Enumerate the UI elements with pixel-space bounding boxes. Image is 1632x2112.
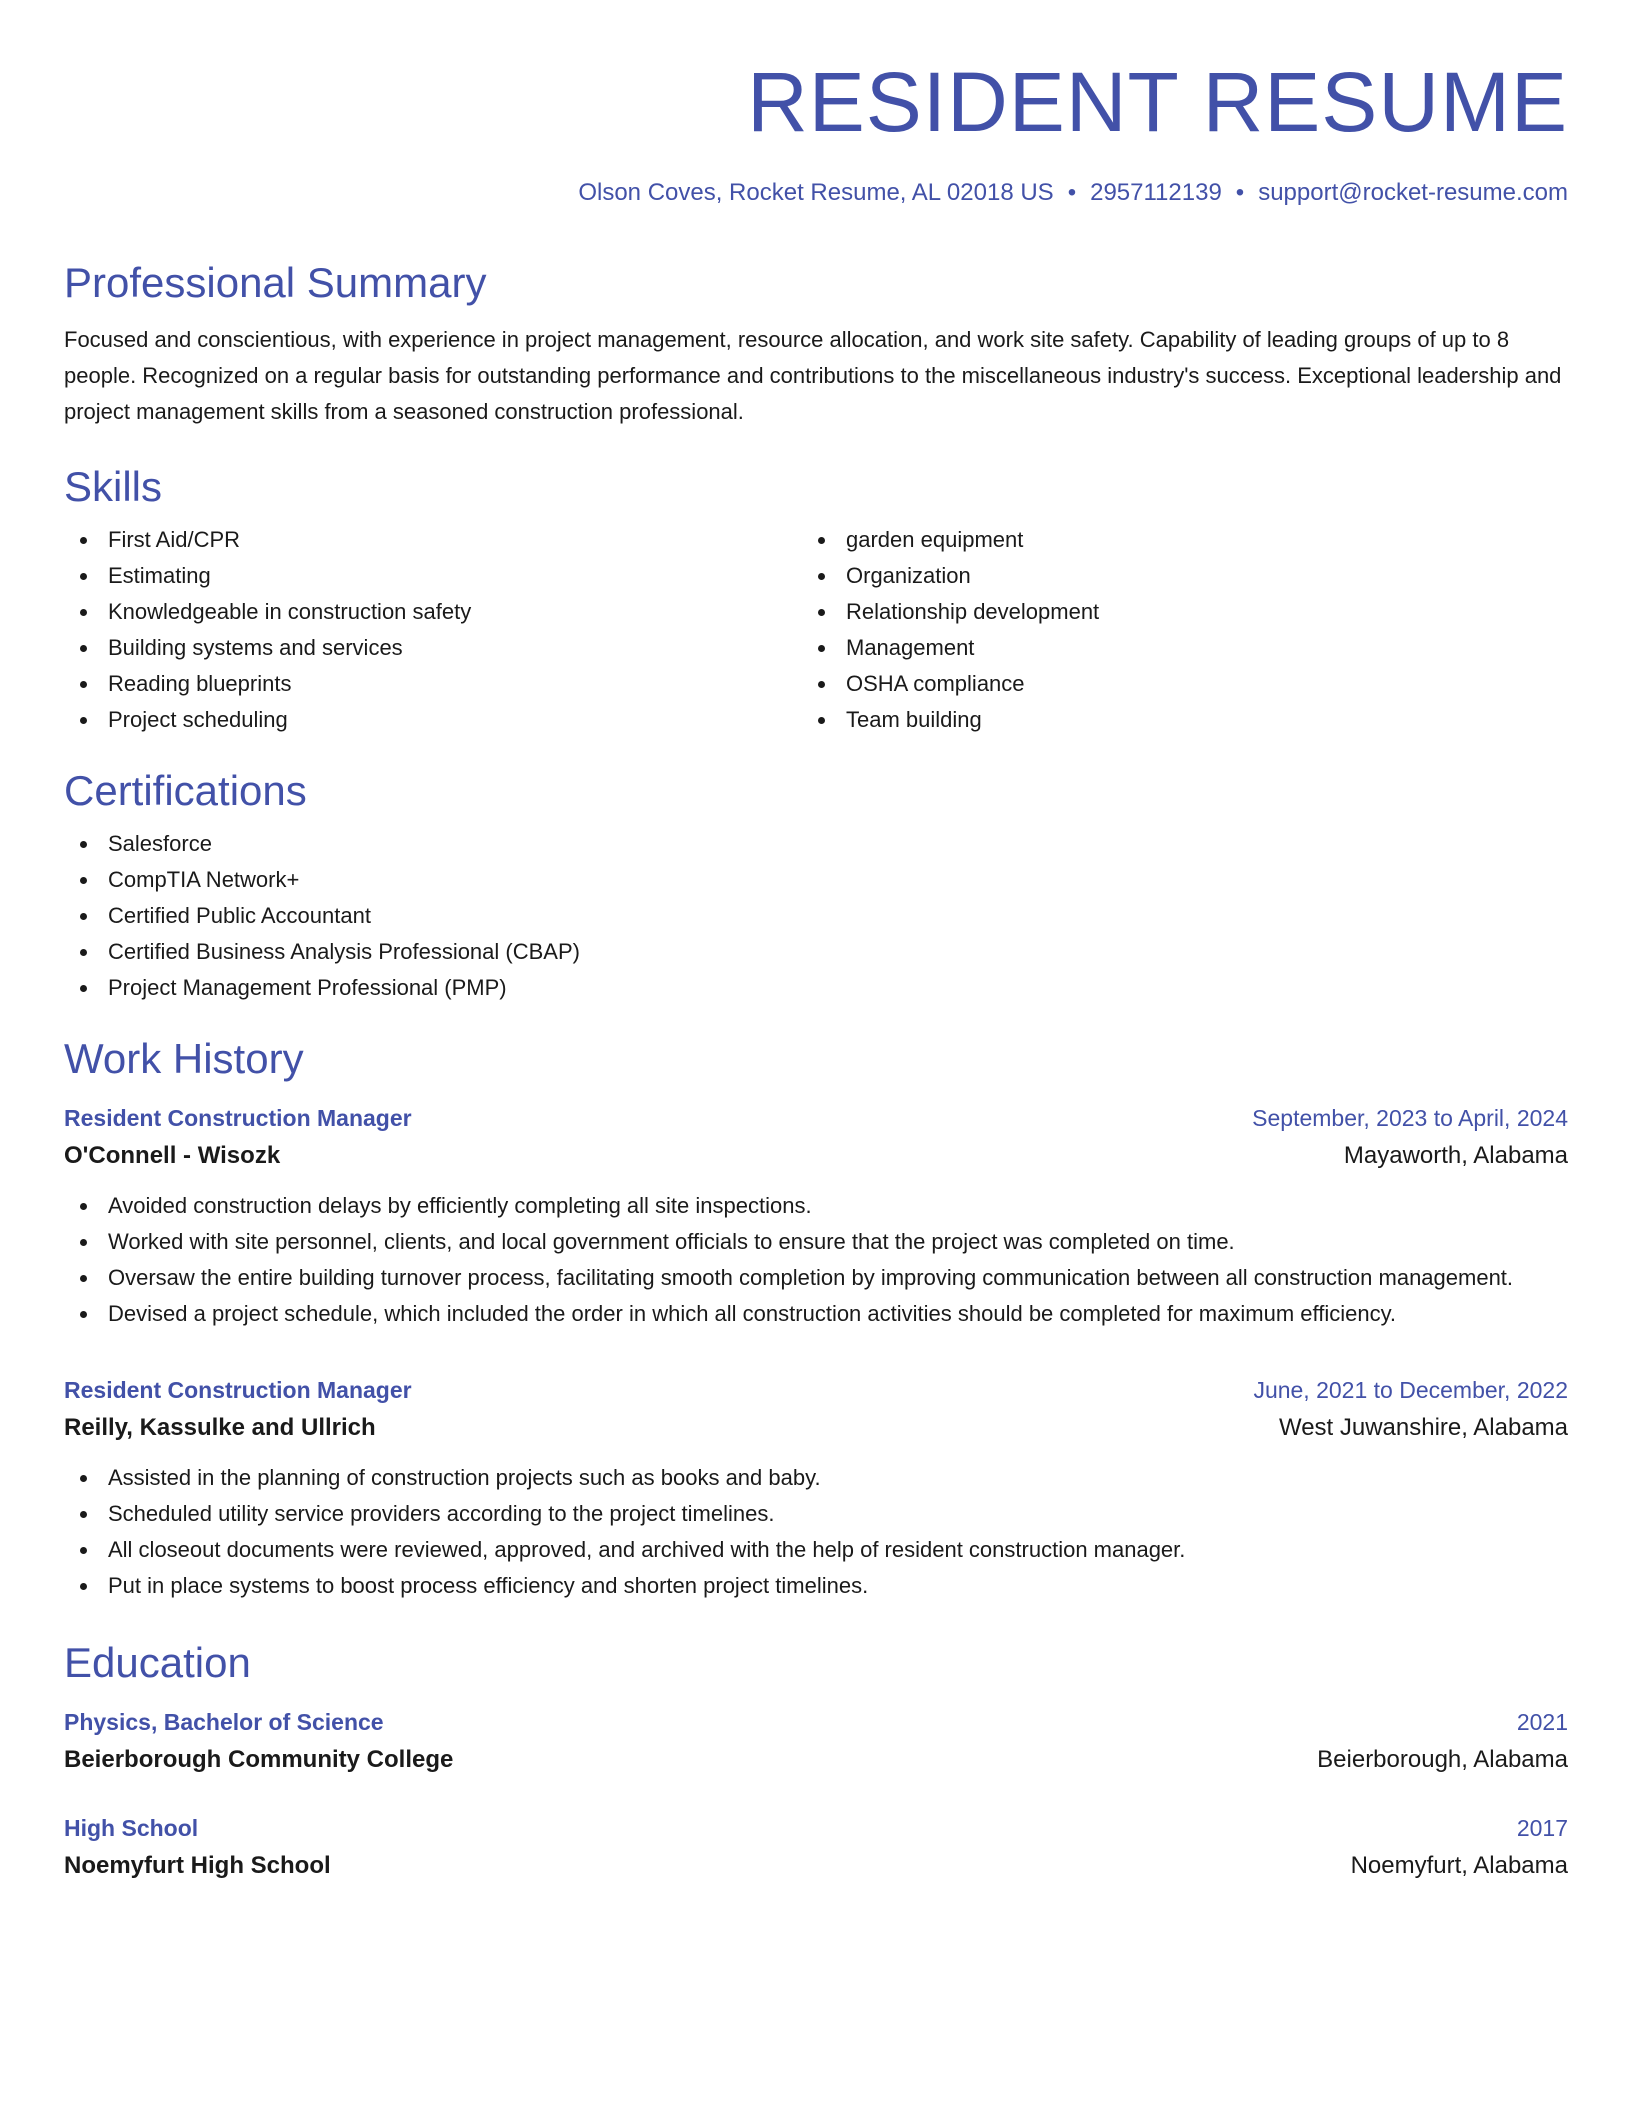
contact-address: Olson Coves, Rocket Resume, AL 02018 US: [578, 179, 1054, 206]
education-degree-row: [64, 1704, 1568, 1740]
skill-item: Team building: [802, 702, 1540, 738]
education-section: [64, 1638, 1568, 1886]
summary-section: [64, 258, 1568, 430]
education-year: 2021: [1516, 1709, 1568, 1735]
skills-columns: [64, 522, 1568, 738]
job-dates: September, 2023 to April, 2024: [1252, 1105, 1568, 1131]
job-entry: [64, 1100, 1568, 1332]
job-bullet: Worked with site personnel, clients, and local government officials to ensure that the project was completed on time.: [64, 1224, 1568, 1260]
job-company-row: [64, 1136, 1568, 1176]
certifications-list: [64, 826, 1568, 1006]
skill-item: Estimating: [64, 558, 802, 594]
job-bullet: Assisted in the planning of construction projects such as books and baby.: [64, 1460, 1568, 1496]
job-bullet: All closeout documents were reviewed, approved, and archived with the help of resident construction manager.: [64, 1532, 1568, 1568]
section-title-education: Education: [64, 1639, 251, 1686]
job-company-row: [64, 1408, 1568, 1448]
section-title-skills: Skills: [64, 463, 163, 510]
certification-item: Project Management Professional (PMP): [64, 970, 1568, 1006]
skill-item: garden equipment: [802, 522, 1540, 558]
contact-email[interactable]: support@rocket-resume.com: [1258, 179, 1568, 206]
job-location: Mayaworth, Alabama: [1343, 1142, 1568, 1169]
job-bullets: [64, 1188, 1568, 1332]
education-degree: High School: [64, 1815, 199, 1841]
job-title-row: [64, 1100, 1568, 1136]
contact-phone[interactable]: 2957112139: [1090, 179, 1222, 206]
resume-name: RESIDENT RESUME: [747, 55, 1568, 149]
contact-separator: •: [1235, 179, 1245, 206]
certification-item: Salesforce: [64, 826, 1568, 862]
education-school-row: [64, 1740, 1568, 1780]
job-title: Resident Construction Manager: [64, 1105, 412, 1131]
job-title-row: [64, 1372, 1568, 1408]
education-degree-row: [64, 1810, 1568, 1846]
skill-item: Management: [802, 630, 1540, 666]
section-title-summary: Professional Summary: [64, 259, 487, 306]
section-title-work-history: Work History: [64, 1035, 304, 1082]
education-entry: [64, 1704, 1568, 1780]
job-location: West Juwanshire, Alabama: [1278, 1414, 1568, 1441]
skill-item: Relationship development: [802, 594, 1540, 630]
job-bullet: Scheduled utility service providers according to the project timelines.: [64, 1496, 1568, 1532]
certification-item: CompTIA Network+: [64, 862, 1568, 898]
job-company: Reilly, Kassulke and Ullrich: [64, 1414, 376, 1441]
education-school-row: [64, 1846, 1568, 1886]
skill-item: Reading blueprints: [64, 666, 802, 702]
resume-header: [64, 52, 1568, 208]
section-title-certifications: Certifications: [64, 767, 307, 814]
certifications-section: [64, 766, 1568, 1006]
education-degree: Physics, Bachelor of Science: [64, 1709, 384, 1735]
job-bullet: Avoided construction delays by efficiently completing all site inspections.: [64, 1188, 1568, 1224]
job-dates: June, 2021 to December, 2022: [1253, 1377, 1568, 1403]
summary-text: Focused and conscientious, with experience in project management, resource allocation, and work site safety. Capability of leading groups of up to 8 people. Recognized on a regular basis for outstanding performance and contributions to the miscellaneous industry's success. Exceptional leadership and project management skills from a seasoned construction professional.: [64, 327, 1562, 424]
job-company: O'Connell - Wisozk: [64, 1142, 281, 1169]
skill-item: Knowledgeable in construction safety: [64, 594, 802, 630]
skill-item: OSHA compliance: [802, 666, 1540, 702]
education-year: 2017: [1516, 1815, 1568, 1841]
education-entry: [64, 1810, 1568, 1886]
job-bullet: Put in place systems to boost process efficiency and shorten project timelines.: [64, 1568, 1568, 1604]
skills-list-left: [64, 522, 802, 738]
job-bullets: [64, 1460, 1568, 1604]
job-bullet: Devised a project schedule, which included the order in which all construction activities should be completed for maximum efficiency.: [64, 1296, 1568, 1332]
skill-item: Building systems and services: [64, 630, 802, 666]
skills-list-right: [802, 522, 1540, 738]
job-entry: [64, 1372, 1568, 1604]
certification-item: Certified Public Accountant: [64, 898, 1568, 934]
education-location: Beierborough, Alabama: [1317, 1746, 1568, 1773]
education-school: Noemyfurt High School: [64, 1852, 331, 1879]
skill-item: Organization: [802, 558, 1540, 594]
education-school: Beierborough Community College: [64, 1746, 454, 1773]
skills-section: [64, 462, 1568, 738]
contact-line: [64, 178, 1568, 208]
job-title: Resident Construction Manager: [64, 1377, 412, 1403]
skill-item: Project scheduling: [64, 702, 802, 738]
education-location: Noemyfurt, Alabama: [1350, 1852, 1568, 1879]
job-bullet: Oversaw the entire building turnover process, facilitating smooth completion by improving communication between all construction management.: [64, 1260, 1568, 1296]
skill-item: First Aid/CPR: [64, 522, 802, 558]
contact-separator: •: [1067, 179, 1077, 206]
work-history-section: [64, 1034, 1568, 1604]
certification-item: Certified Business Analysis Professional (CBAP): [64, 934, 1568, 970]
